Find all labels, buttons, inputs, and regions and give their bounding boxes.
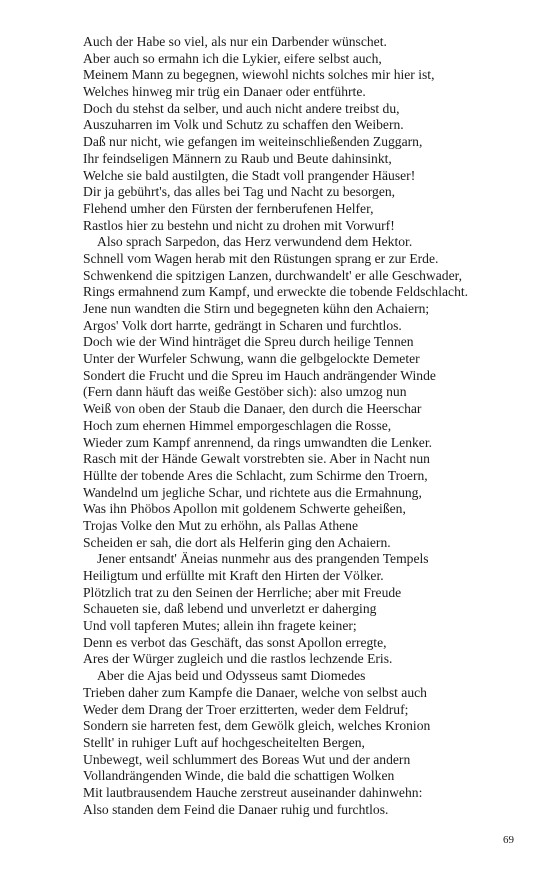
verse-line: Heiligtum und erfüllte mit Kraft den Hirten der Völker. [83,568,384,583]
verse-line: Wandelnd um jegliche Schar, und richtete aus die Ermahnung, [83,484,422,500]
verse-line: Jener entsandt' Äneias nunmehr aus des prangenden Tempels [97,551,429,567]
verse-line: Trieben daher zum Kampfe die Danaer, welche von selbst auch [83,684,427,700]
verse-line: Wieder zum Kampf anrennend, da rings umwandten die Lenker. [83,434,432,450]
verse-line: Weder dem Drang der Troer erzitterten, weder dem Feldruf; [83,701,409,717]
verse-line: Und voll tapferen Mutes; allein ihn fragete keiner; [83,618,357,634]
verse-line: Sondern sie harreten fest, dem Gewölk gleich, welches Kronion [83,718,431,734]
verse-line: Auch der Habe so viel, als nur ein Darbender wünschet. [83,34,387,49]
verse-line: Schaueten sie, daß lebend und unverletzt er daherging [83,601,377,617]
verse-line: Welches hinweg mir trüg ein Danaer oder entführte. [83,84,366,100]
verse-line: Welche sie bald austilgten, die Stadt voll prangender Häuser! [83,167,416,183]
verse-block [83,34,533,818]
verse-line: Plötzlich trat zu den Seinen der Herrliche; aber mit Freude [83,584,402,600]
verse-line: Daß nur nicht, wie gefangen im weiteinschließenden Zuggarn, [83,134,423,150]
verse-line: Trojas Volke den Mut zu erhöhn, als Pallas Athene [83,517,358,533]
verse-line: Doch du stehst da selber, und auch nicht andere treibst du, [83,100,400,116]
verse-line: (Fern dann häuft das weiße Gestöber sich): also umzog nun [83,384,407,400]
verse-line: Hüllte der tobende Ares die Schlacht, zum Schirme den Troern, [83,467,428,483]
verse-line: Doch wie der Wind hinträget die Spreu durch heilige Tennen [83,334,414,350]
verse-line: Also standen dem Feind die Danaer ruhig und furchtlos. [83,801,389,817]
verse-line: Aber die Ajas beid und Odysseus samt Diomedes [97,668,366,684]
verse-line: Mit lautbrausendem Hauche zerstreut auseinander dahinwehn: [83,784,423,800]
page-number: 69 [503,834,514,846]
verse-line: Stellt' in ruhiger Luft auf hochgescheitelten Bergen, [83,734,365,750]
verse-line: Also sprach Sarpedon, das Herz verwundend dem Hektor. [97,234,413,250]
verse-line: Sondert die Frucht und die Spreu im Hauch andrängender Winde [83,367,436,383]
verse-line: Rasch mit der Hände Gewalt vorstrebten sie. Aber in Nacht nun [83,451,430,467]
verse-line: Unter der Wurfeler Schwung, wann die gelbgelockte Demeter [83,351,420,367]
verse-line: Ihr feindseligen Männern zu Raub und Beute dahinsinkt, [83,150,392,166]
verse-line: Aber auch so ermahn ich die Lykier, eifere selbst auch, [83,50,382,66]
verse-line: Vollandrängenden Winde, die bald die schattigen Wolken [83,768,395,784]
verse-line: Flehend umher den Fürsten der fernberufenen Helfer, [83,200,374,216]
verse-line: Weiß von oben der Staub die Danaer, den durch die Heerschar [83,401,422,417]
verse-line: Was ihn Phöbos Apollon mit goldenem Schwerte geheißen, [83,501,406,517]
verse-line: Hoch zum ehernen Himmel emporgeschlagen die Rosse, [83,417,392,433]
verse-line: Meinem Mann zu begegnen, wiewohl nichts solches mir hier ist, [83,67,435,83]
verse-line: Ares der Würger zugleich und die rastlos lechzende Eris. [83,651,393,667]
verse-line: Denn es verbot das Geschäft, das sonst Apollon erregte, [83,634,387,650]
verse-line: Jene nun wandten die Stirn und begegneten kühn den Achaiern; [83,301,430,316]
verse-line: Rastlos hier zu bestehn und nicht zu drohen mit Vorwurf! [83,217,395,233]
verse-line: Scheiden er sah, die dort als Helferin ging den Achaiern. [83,534,391,550]
verse-line: Unbewegt, weil schlummert des Boreas Wut und der andern [83,751,411,767]
verse-line: Auszuharren im Volk und Schutz zu schaffen den Weibern. [83,117,404,133]
verse-line: Rings ermahnend zum Kampf, und erweckte die tobende Feldschlacht. [83,284,469,300]
verse-line: Schnell vom Wagen herab mit den Rüstungen sprang er zur Erde. [83,250,439,266]
verse-line: Argos' Volk dort harrte, gedrängt in Scharen und furchtlos. [83,317,402,333]
verse-line: Dir ja gebührt's, das alles bei Tag und Nacht zu besorgen, [83,184,396,200]
verse-line: Schwenkend die spitzigen Lanzen, durchwandelt' er alle Geschwader, [83,267,462,283]
